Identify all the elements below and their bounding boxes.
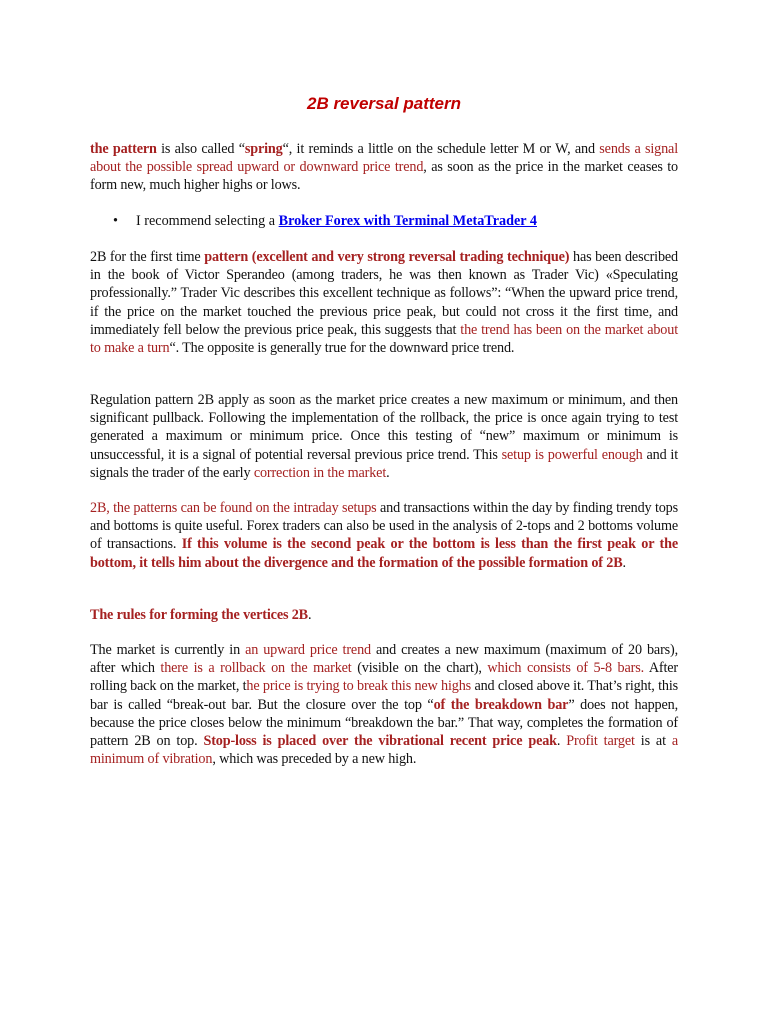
intro-paragraph [90, 140, 678, 195]
highlight-profit-target: Profit target [566, 733, 635, 750]
highlight-break-highs: he price is trying to break this new highs [246, 678, 472, 695]
text-run: . [386, 464, 390, 481]
text-run: “, it reminds a little on the schedule letter M or W, and [282, 141, 600, 157]
text-run: I recommend selecting a [136, 213, 279, 229]
text-run: . [622, 554, 626, 571]
text-run: (visible on the chart), [351, 660, 488, 677]
intraday-paragraph [90, 499, 678, 572]
text-run: has been described in the book of Victor Sperandeo (among traders, he was then known as Trader Vic) «Speculating professionally.” Trader Vic describes this excellent technique as follows”: “When the upward price trend, if the price on the market touched the previous price peak, but could not cross it the first time, and immediately fell below the previous price peak, this suggests that [90, 249, 678, 338]
text-run: Regulation pattern 2B apply as soon as the market price creates a new maximum or minimum, and then significant pullback. Following the implementation of the rollback, the price is once again trying to test generated a maximum or minimum price. Once this testing of “new” maximum or minimum is unsuccessful, it is a signal of potential reversal previous price trend. This [90, 392, 678, 463]
text-run: After rolling back on the market, t [90, 660, 679, 695]
highlight-correction: correction in the market [253, 464, 387, 481]
text-run: 2B for the first time [90, 249, 205, 265]
text-run: “. The opposite is generally true for the downward price trend. [169, 340, 515, 357]
text-run: and it signals the trader of the early [90, 446, 679, 481]
text-run: is at [634, 733, 672, 750]
bullet-text [136, 212, 537, 230]
highlight-stop-loss: Stop-loss is placed over the vibrational recent price peak [203, 733, 557, 750]
text-run: The market is currently in [90, 642, 246, 658]
text-run: and closed above it. That’s right, this bar is called “break-out bar. But the closure over the top “ [90, 678, 678, 713]
term-the-pattern: the pattern [90, 141, 157, 157]
rules-paragraph [90, 641, 678, 768]
highlight-signal: sends a signal about the possible spread upward or downward price trend [90, 141, 678, 176]
highlight-breakdown-bar: of the breakdown bar [433, 696, 569, 713]
rules-heading [90, 606, 678, 624]
text-run: , as soon as the price in the market ceases to form new, much higher highs or lows. [90, 159, 678, 194]
term-spring: spring [244, 141, 283, 157]
highlight-minimum-vibration: a minimum of vibration [90, 733, 678, 768]
highlight-intraday-setups: 2B, the patterns can be found on the intraday setups [90, 500, 377, 516]
highlight-upward-trend: an upward price trend [245, 642, 371, 658]
text-run: . [308, 607, 312, 623]
highlight-trend-turn: the trend has been on the market about to make a turn [90, 321, 678, 357]
highlight-setup-powerful: setup is powerful enough [501, 446, 643, 463]
highlight-rollback: there is a rollback on the market [160, 660, 352, 677]
rules-heading-text: The rules for forming the vertices 2B [90, 607, 308, 623]
text-run: is also called “ [156, 141, 245, 157]
highlight-5-8-bars: which consists of 5-8 bars. [487, 660, 644, 677]
broker-forex-link[interactable]: Broker Forex with Terminal MetaTrader 4 [278, 213, 537, 229]
document-title: 2B reversal pattern [306, 94, 462, 113]
history-paragraph [90, 248, 678, 357]
text-run: and transactions within the day by finding trendy tops and bottoms is quite useful. Forex traders can also be used in the analysis of 2-tops and 2 bottoms volume of transactions. [90, 500, 678, 553]
highlight-volume-divergence: If this volume is the second peak or the bottom is less than the first peak or the bottom, it tells him about the divergence and the formation of the possible formation of 2B [90, 536, 678, 571]
text-run: and creates a new maximum (maximum of 20 bars), after which [90, 642, 678, 677]
text-run: . [556, 733, 567, 750]
highlight-pattern-technique: pattern (excellent and very strong reversal trading technique) [204, 249, 570, 265]
regulation-paragraph [90, 391, 678, 482]
bullet-icon: • [113, 213, 118, 229]
text-run: , which was preceded by a new high. [212, 751, 417, 768]
text-run: ” does not happen, because the price closes below the minimum “breakdown the bar.” That way, completes the formation of pattern 2B on top. [90, 696, 678, 750]
